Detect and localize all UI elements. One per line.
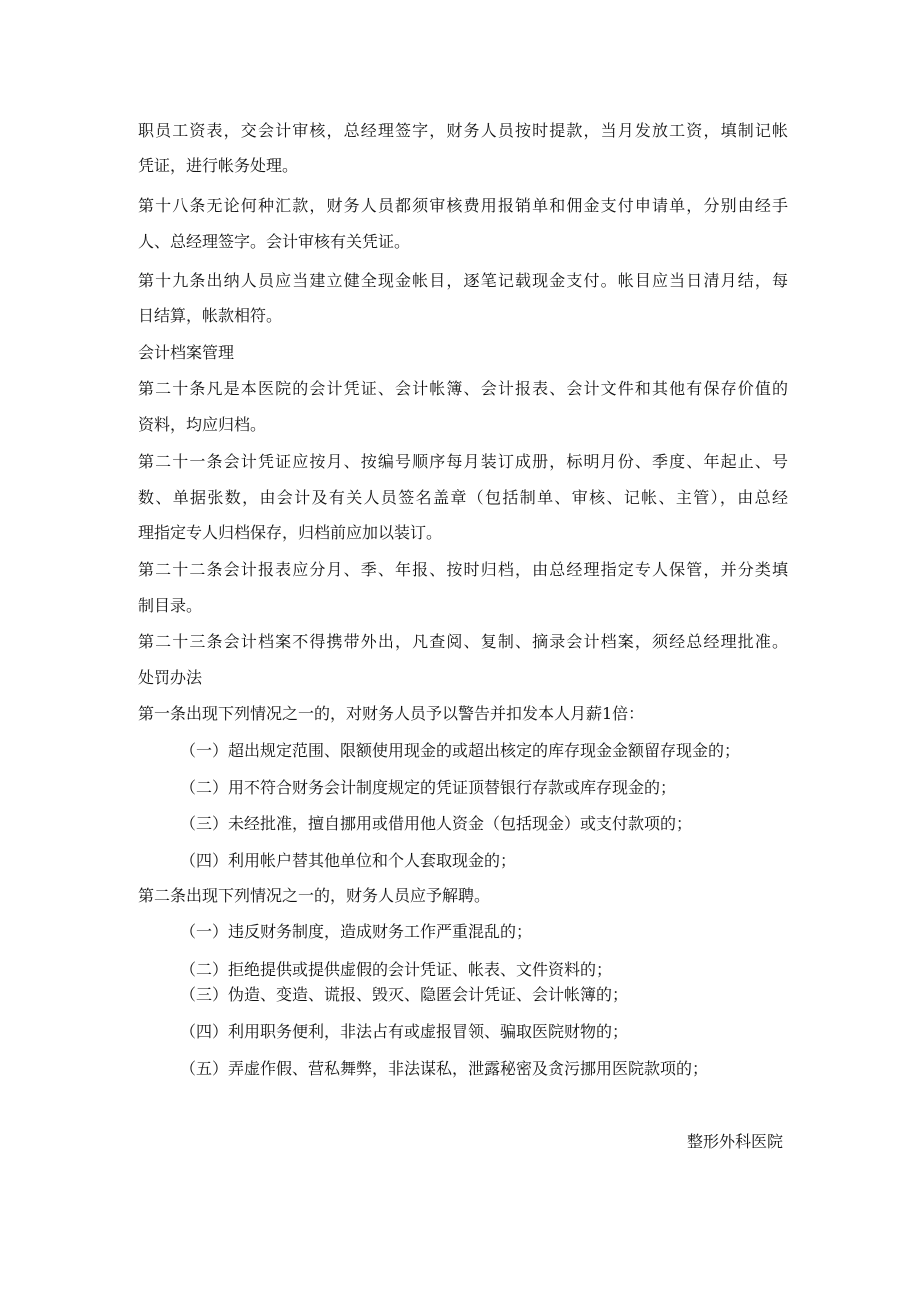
list-item: （三）伪造、变造、谎报、毁灭、隐匿会计凭证、会计帐簿的； bbox=[180, 985, 629, 1004]
list-item: （四）利用职务便利，非法占有或虚报冒领、骗取医院财物的； bbox=[180, 1022, 629, 1041]
text-line: 制目录。 bbox=[138, 596, 203, 615]
article-22: 第二十二条会计报表应分月、季、年报、按时归档，由总经理指定专人保管，并分类填 bbox=[138, 560, 788, 579]
text-line: 理指定专人归档保存，归档前应加以装订。 bbox=[138, 523, 443, 542]
article-21: 第二十一条会计凭证应按月、按编号顺序每月装订成册，标明月份、季度、年起止、号 bbox=[138, 452, 788, 471]
list-item: （五）弄虚作假、营私舞弊，非法谋私，泄露秘密及贪污挪用医院款项的； bbox=[180, 1059, 709, 1078]
list-item: （二）用不符合财务会计制度规定的凭证顶替银行存款或库存现金的； bbox=[180, 778, 677, 797]
list-item: （一）超出规定范围、限额使用现金的或超出核定的库存现金金额留存现金的； bbox=[180, 741, 741, 760]
article-18: 第十八条无论何种汇款，财务人员都须审核费用报销单和佣金支付申请单，分别由经手 bbox=[138, 196, 788, 215]
text-line: 凭证，进行帐务处理。 bbox=[138, 156, 299, 175]
list-item: （二）拒绝提供或提供虚假的会计凭证、帐表、文件资料的； bbox=[180, 960, 613, 979]
penalty-article-1: 第一条出现下列情况之一的，对财务人员予以警告并扣发本人月薪1倍： bbox=[138, 704, 645, 723]
text-line: 人、总经理签字。会计审核有关凭证。 bbox=[138, 232, 411, 251]
text-line: 资料，均应归档。 bbox=[138, 415, 267, 434]
article-19: 第十九条出纳人员应当建立健全现金帐目，逐笔记载现金支付。帐目应当日清月结，每 bbox=[138, 271, 788, 290]
section-heading-penalties: 处罚办法 bbox=[138, 668, 203, 687]
list-item: （四）利用帐户替其他单位和个人套取现金的； bbox=[180, 851, 517, 870]
list-item: （三）未经批准，擅自挪用或借用他人资金（包括现金）或支付款项的； bbox=[180, 814, 693, 833]
list-item: （一）违反财务制度，造成财务工作严重混乱的； bbox=[180, 922, 533, 941]
signature: 整形外科医院 bbox=[686, 1132, 783, 1151]
article-20: 第二十条凡是本医院的会计凭证、会计帐簿、会计报表、会计文件和其他有保存价值的 bbox=[138, 379, 788, 398]
penalty-article-2: 第二条出现下列情况之一的，财务人员应予解聘。 bbox=[138, 886, 491, 905]
text-line: 日结算，帐款相符。 bbox=[138, 306, 283, 325]
text-line: 职员工资表，交会计审核，总经理签字，财务人员按时提款，当月发放工资，填制记帐 bbox=[138, 121, 788, 140]
section-heading-archives: 会计档案管理 bbox=[138, 343, 235, 362]
article-23: 第二十三条会计档案不得携带外出，凡查阅、复制、摘录会计档案，须经总经理批准。 bbox=[138, 632, 788, 651]
text-line: 数、单据张数，由会计及有关人员签名盖章（包括制单、审核、记帐、主管），由总经 bbox=[138, 488, 788, 507]
